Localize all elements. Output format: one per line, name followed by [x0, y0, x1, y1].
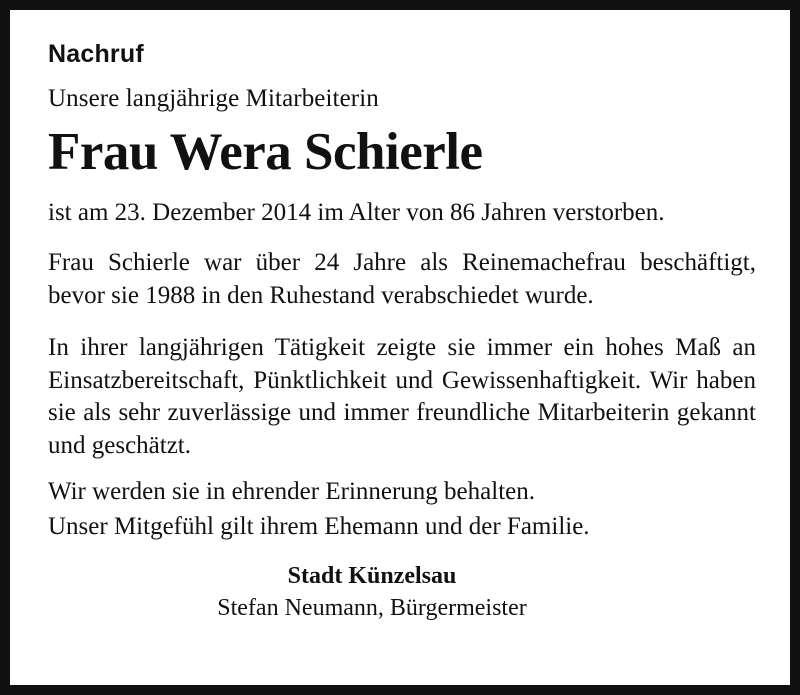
- signature-organization: Stadt Künzelsau: [287, 563, 457, 590]
- obituary-content: [48, 40, 756, 669]
- signature-block: [48, 561, 756, 623]
- closing-line-2: Unser Mitgefühl gilt ihrem Ehemann und der Familie.: [48, 512, 590, 540]
- closing-block: [48, 476, 756, 543]
- deceased-name: Frau Wera Schierle: [48, 123, 483, 181]
- closing-line-1: Wir werden sie in ehrender Erinnerung behalten.: [48, 478, 535, 506]
- notice-paragraph-1: Frau Schierle war über 24 Jahre als Reinemachefrau beschäftigt, bevor sie 1988 in den Ruhestand verabschiedet wurde.: [48, 249, 756, 309]
- signature-person: Stefan Neumann, Bürgermeister: [217, 595, 527, 622]
- notice-paragraph-2: In ihrer langjährigen Tätigkeit zeigte sie immer ein hohes Maß an Einsatzbereitschaft, Pünktlichkeit und Gewissenhaftigkeit. Wir haben sie als sehr zuverlässige und immer freundliche Mitarbeiterin gekannt und geschätzt.: [48, 334, 756, 459]
- notice-subheading: Unsere langjährige Mitarbeiterin: [48, 85, 379, 112]
- death-line: ist am 23. Dezember 2014 im Alter von 86 Jahren verstorben.: [48, 199, 665, 227]
- notice-heading: Nachruf: [48, 40, 144, 68]
